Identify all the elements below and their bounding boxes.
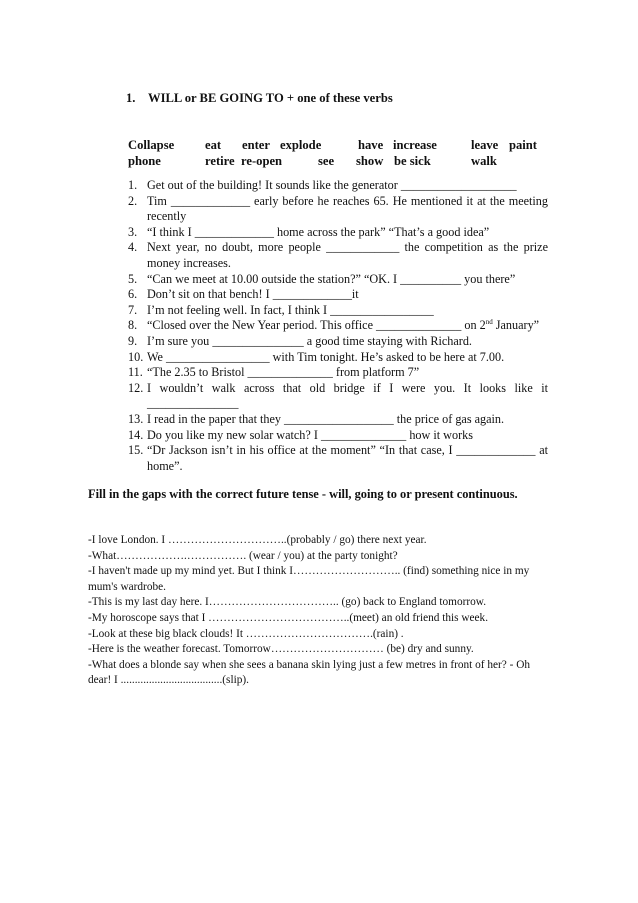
item-text: Don’t sit on that bench! I _____________it	[147, 287, 359, 302]
item-number: 10.	[128, 349, 144, 364]
item-text: I’m not feeling well. In fact, I think I _________________	[147, 302, 434, 317]
item-number: 1.	[128, 178, 138, 192]
exercise-item	[128, 318, 548, 334]
item-text: I wouldn’t walk across that old bridge if I were you. It looks like it _______________	[147, 380, 548, 411]
gap-fill-line: -This is my last day here. I…………………………….. (go) back to England tomorrow.	[88, 596, 487, 609]
exercise-item	[128, 428, 548, 444]
item-text: Tim _____________ early before he reaches 65. He mentioned it at the meeting recently	[147, 193, 548, 224]
item-text: Do you like my new solar watch? I ______________ how it works	[147, 427, 473, 442]
section-1-title	[126, 91, 393, 106]
item-number: 5.	[128, 271, 138, 286]
exercise-item	[128, 225, 548, 241]
item-text-cont: January”	[492, 318, 540, 333]
exercise-item	[128, 240, 548, 271]
exercise-item	[128, 272, 548, 288]
item-number: 3.	[128, 224, 138, 239]
gap-fill-line: -Look at these big black clouds! It …………………………….(rain) .	[88, 627, 404, 640]
item-text: I’m sure you _______________ a good time staying with Richard.	[147, 333, 472, 348]
item-number: 14.	[128, 427, 144, 442]
verb-word: have	[358, 138, 384, 152]
verb-word: Collapse	[128, 138, 175, 152]
verb-word: enter	[242, 138, 270, 152]
item-text: “Can we meet at 10.00 outside the station?” “OK. I __________ you there”	[147, 271, 516, 286]
gap-fill-line: -My horoscope says that I ………………………………..(meet) an old friend this week.	[88, 611, 489, 624]
item-text: “Closed over the New Year period. This office ______________ on 2	[147, 318, 486, 333]
gap-fill-line: -What……………….……………. (wear / you) at the party tonight?	[88, 549, 398, 562]
section-2-heading: Fill in the gaps with the correct future tense - will, going to or present continuous.	[88, 487, 518, 501]
gap-fill-line: -I love London. I …………………………..(probably / go) there next year.	[88, 534, 427, 546]
verb-word: eat	[205, 138, 222, 152]
exercise-item	[128, 365, 548, 381]
item-text: “The 2.35 to Bristol ______________ from platform 7”	[147, 365, 420, 380]
item-number: 12.	[128, 380, 144, 395]
item-number: 2.	[128, 193, 138, 208]
exercise-item	[128, 381, 548, 412]
item-number: 15.	[128, 443, 144, 458]
verb-word: re-open	[241, 154, 283, 168]
verb-word: paint	[509, 138, 537, 152]
item-number: 8.	[128, 318, 138, 333]
item-number: 11.	[128, 365, 143, 380]
exercise-list	[128, 178, 548, 474]
exercise-item	[128, 194, 548, 225]
ordinal-suffix: nd	[485, 318, 493, 327]
gap-fill-line: -What does a blonde say when she sees a banana skin lying just a few metres in front of her? - Oh dear! I ....................................(slip).	[88, 658, 531, 687]
exercise-item	[128, 350, 548, 366]
item-number: 13.	[128, 411, 144, 426]
item-text: “I think I _____________ home across the park” “That’s a good idea”	[147, 224, 490, 239]
verb-word: increase	[393, 138, 437, 152]
verb-word: show	[356, 154, 384, 168]
exercise-item	[128, 412, 548, 428]
item-number: 9.	[128, 333, 138, 348]
item-text: “Dr Jackson isn’t in his office at the moment” “In that case, I _____________ at home”.	[147, 443, 548, 473]
verb-word: leave	[471, 138, 499, 152]
verb-word: explode	[280, 138, 322, 152]
gap-fill-line: -I haven't made up my mind yet. But I think I……………………….. (find) something nice in my mum's wardrobe.	[88, 565, 530, 593]
item-number: 7.	[128, 302, 138, 317]
item-number: 4.	[128, 240, 138, 255]
item-text: Get out of the building! It sounds like the generator ___________________	[147, 178, 517, 192]
exercise-item	[128, 178, 548, 194]
verb-word: walk	[471, 154, 497, 168]
item-text: We _________________ with Tim tonight. He’s asked to be here at 7.00.	[147, 349, 505, 364]
section-number: 1.	[126, 91, 136, 105]
item-text: Next year, no doubt, more people ____________ the competition as the prize money increases.	[147, 240, 548, 270]
item-number: 6.	[128, 287, 138, 302]
gap-fill-line: -Here is the weather forecast. Tomorrow………………………… (be) dry and sunny.	[88, 643, 474, 656]
exercise-item	[128, 443, 548, 474]
verb-word: see	[318, 154, 335, 168]
verb-word: retire	[205, 154, 235, 168]
exercise-item	[128, 303, 548, 319]
exercise-item	[128, 334, 548, 350]
item-text: I read in the paper that they __________________ the price of gas again.	[147, 411, 505, 426]
verb-word: phone	[128, 154, 161, 168]
section-title-text: WILL or BE GOING TO + one of these verbs	[148, 91, 393, 105]
section-2-lines	[88, 533, 548, 689]
verb-word: be sick	[394, 154, 431, 168]
exercise-item	[128, 287, 548, 303]
